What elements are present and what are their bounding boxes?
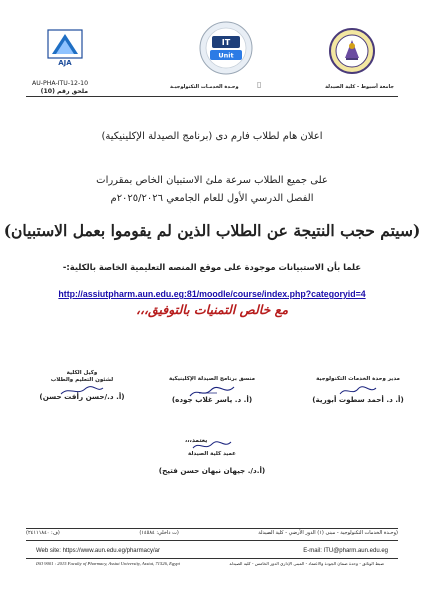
header-divider xyxy=(26,96,398,97)
closing-wishes: مع خالص التمنيات بالتوفيق،،، xyxy=(135,302,289,317)
aja-logo xyxy=(28,28,98,68)
platform-note: علما بأن الاستبيانات موجودة على موقع المنصه التعليمية الخاصة بالكلية:- xyxy=(62,262,362,272)
handwritten-signature xyxy=(338,384,378,398)
faculty-seal-logo xyxy=(328,26,376,76)
signature-role: مدير وحدة الخدمات التكنولوجية xyxy=(316,376,400,382)
handwritten-signature xyxy=(187,384,237,400)
it-logo-bottom: Unit xyxy=(218,51,234,60)
document-icon: ▯ xyxy=(257,80,262,89)
footer-email[interactable]: E-mail: ITU@pharm.aun.edu.eg xyxy=(303,548,388,554)
footer-address-row xyxy=(26,530,398,536)
signature-it-director xyxy=(298,376,418,404)
signature-name: (أ. د./حسن رأفت حسن) xyxy=(39,392,125,401)
signature-role-line-2: لشئون التعليم والطلاب xyxy=(50,377,114,383)
footer-divider-bottom xyxy=(26,558,398,559)
signature-vice-dean xyxy=(22,370,142,401)
it-unit-logo xyxy=(198,20,254,78)
footer-website[interactable]: Web site: https://www.aun.edu.eg/pharmacy/ar xyxy=(36,548,160,554)
footer-fax: (ف: ٢٤١١١٨٤٠) xyxy=(26,530,60,536)
footer-phone: (ت داخلي: ١٤٥٨٤) xyxy=(139,530,179,536)
signature-name: (أ. د. ياسر غلاب جوده) xyxy=(171,395,253,404)
document-code-block xyxy=(32,80,88,96)
signature-program-coordinator xyxy=(152,376,272,404)
announcement-title: اعلان هام لطلاب فارم دى (برنامج الصيدلة الإكلينيكية) xyxy=(101,131,323,142)
footer-iso-note: ISO 9001 : 2015 Faculty of Pharmacy, Assiut University, Assiut, 71526, Egypt xyxy=(36,561,180,566)
signature-role: عميد كلية الصيدلة xyxy=(188,451,236,457)
warning-headline: (سيتم حجب النتيجة عن الطلاب الذين لم يقوموا بعمل الاستبيان) xyxy=(3,221,421,240)
signature-role-line-1: وكيل الكلية xyxy=(66,370,98,376)
footer-address: (وحـدة الخدمات التكنولوجية - مبنى (١) الدور الأرضي - كلية الصيدلة xyxy=(258,530,398,536)
footer-document-control: ضبط الوثائق - وحدة ضمان الجودة والاعتماد - المبنى الإداري الدور الخامس - كلية الصيدلة xyxy=(229,561,384,566)
instruction-line-2: الفصل الدرسي الأول للعام الجامعي ٢٠٢٥/٢٠٢٦م xyxy=(110,193,314,204)
signature-dean xyxy=(152,451,272,475)
signature-role: منسق برنامج الصيدلة الإكلينيكية xyxy=(168,376,256,382)
handwritten-signature xyxy=(190,439,234,453)
handwritten-signature xyxy=(57,384,107,398)
signature-name: (أ.د/. جيهان نبهان حسن فتيح) xyxy=(158,466,266,475)
university-label: جامعة أسيوط - كلية الصيدلة xyxy=(325,84,394,90)
footer-divider-top xyxy=(26,528,398,529)
unit-label: وحـدة الخدمـات التكنولوجيـة xyxy=(170,84,239,90)
moodle-link[interactable]: http://assiutpharm.aun.edu.eg:81/moodle/course/index.php?categoryid=4 xyxy=(58,289,366,299)
aja-logo-text: AJA xyxy=(58,59,72,67)
footer-divider-middle xyxy=(26,540,398,541)
document-code: AU-PHA-ITU-12-10 xyxy=(32,80,89,87)
signature-name: (أ. د. أحمد سطوت أبورية) xyxy=(312,395,404,404)
instruction-line-1: على جميع الطلاب سرعة ملئ الاستبيان الخاص بمقررات xyxy=(96,175,328,186)
it-logo-top: IT xyxy=(221,38,231,47)
attachment-number: ملحق رقم (10) xyxy=(40,88,89,95)
approval-label: يعتمد،،، xyxy=(185,437,208,444)
